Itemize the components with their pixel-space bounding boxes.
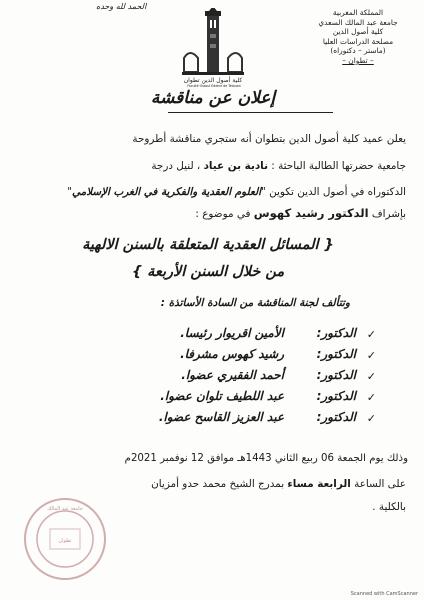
member-title: الدكتور: xyxy=(316,410,356,424)
check-icon: ✓ xyxy=(366,328,376,341)
member-title: الدكتور: xyxy=(316,389,356,403)
svg-text:تطوان: تطوان xyxy=(58,538,72,544)
title-underline xyxy=(168,112,333,113)
check-icon: ✓ xyxy=(366,412,376,425)
institution-header xyxy=(298,8,418,66)
logo-caption: Faculté Ossoul Eddine de Tetouan xyxy=(187,84,241,88)
committee-member xyxy=(146,347,376,364)
degree-text: ، لنيل درجة xyxy=(151,160,201,172)
body-line-2 xyxy=(151,160,406,172)
committee-member xyxy=(146,410,376,427)
header-line: جامعة عبد المالك السعدي xyxy=(318,17,398,27)
supervisor-name: الدكتور رشيد كهوس xyxy=(253,206,369,220)
committee-intro: وتتألف لجنة المناقشة من السادة الأساتذة : xyxy=(160,297,350,309)
header-line: مصلحة الدراسات العليا xyxy=(322,36,394,46)
thesis-title-line-2: من خلال السنن الأربعة } xyxy=(131,264,285,280)
svg-text:كلية أصول الدين تطوان: كلية أصول الدين تطوان xyxy=(183,77,243,84)
header-line: – تطوان – xyxy=(342,55,374,65)
committee-member xyxy=(146,389,376,406)
member-title: الدكتور: xyxy=(316,326,356,340)
header-line: كلية أصول الدين xyxy=(332,27,384,37)
body-line-4 xyxy=(195,206,406,220)
thesis-title-line-1: { المسائل العقدية المتعلقة بالسنن الالهية xyxy=(82,237,334,253)
program-name: العلوم العقدية والفكرية في الغرب الإسلامي xyxy=(71,186,262,198)
subject-intro: في موضوع : xyxy=(195,208,251,220)
member-name: أحمد الفقيري عضوا. xyxy=(181,368,284,382)
schedule-line-3: بالكلية . xyxy=(372,501,406,513)
defense-time: الرابعة مساء xyxy=(287,478,351,490)
faculty-logo xyxy=(178,8,248,84)
student-name: نادية بن عياد xyxy=(203,160,268,172)
svg-text:جامعة عبد المالك: جامعة عبد المالك xyxy=(47,506,83,512)
basmala: الحمد لله وحده xyxy=(96,2,147,11)
check-icon: ✓ xyxy=(366,391,376,404)
member-name: عبد اللطيف تلوان عضوا. xyxy=(160,389,284,403)
body-line-1: يعلن عميد كلية أصول الدين بتطوان أنه ستجري مناقشة أطروحة xyxy=(132,133,406,145)
member-title: الدكتور: xyxy=(316,347,356,361)
member-name: رشيد كهوس مشرفا. xyxy=(180,347,284,361)
member-name: الأمين اقريوار رئيسا. xyxy=(180,326,284,340)
scanner-watermark: Scanned with CamScanner xyxy=(350,591,418,597)
check-icon: ✓ xyxy=(366,370,376,383)
program-close-quote: " xyxy=(67,186,72,198)
header-line: (ماستر – دكتوراه) xyxy=(330,46,386,56)
time-label: على الساعة xyxy=(354,478,406,490)
schedule-line-1: وذلك يوم الجمعة 06 ربيع الثاني 1443هـ موافق 12 نوفمبر 2021م xyxy=(124,453,408,464)
program-intro: الدكتوراه في أصول الدين تكوين " xyxy=(261,186,406,198)
page-title: إعلان عن مناقشة xyxy=(150,88,276,108)
committee-member xyxy=(146,368,376,385)
schedule-line-2 xyxy=(151,478,406,490)
body-line-3 xyxy=(67,186,406,198)
member-name: عبد العزيز القاسح عضوا. xyxy=(158,410,284,424)
supervision-label: بإشراف xyxy=(371,208,406,220)
committee-member xyxy=(146,326,376,343)
title-block xyxy=(108,88,318,110)
student-intro: جامعية حضرتها الطالبة الباحثة : xyxy=(271,160,406,172)
header-line: المملكة المغربية xyxy=(332,8,384,17)
official-stamp xyxy=(22,496,108,582)
venue: بمدرج الشيخ محمد حدو أمزيان xyxy=(151,478,285,490)
check-icon: ✓ xyxy=(366,349,376,362)
member-title: الدكتور: xyxy=(316,368,356,382)
